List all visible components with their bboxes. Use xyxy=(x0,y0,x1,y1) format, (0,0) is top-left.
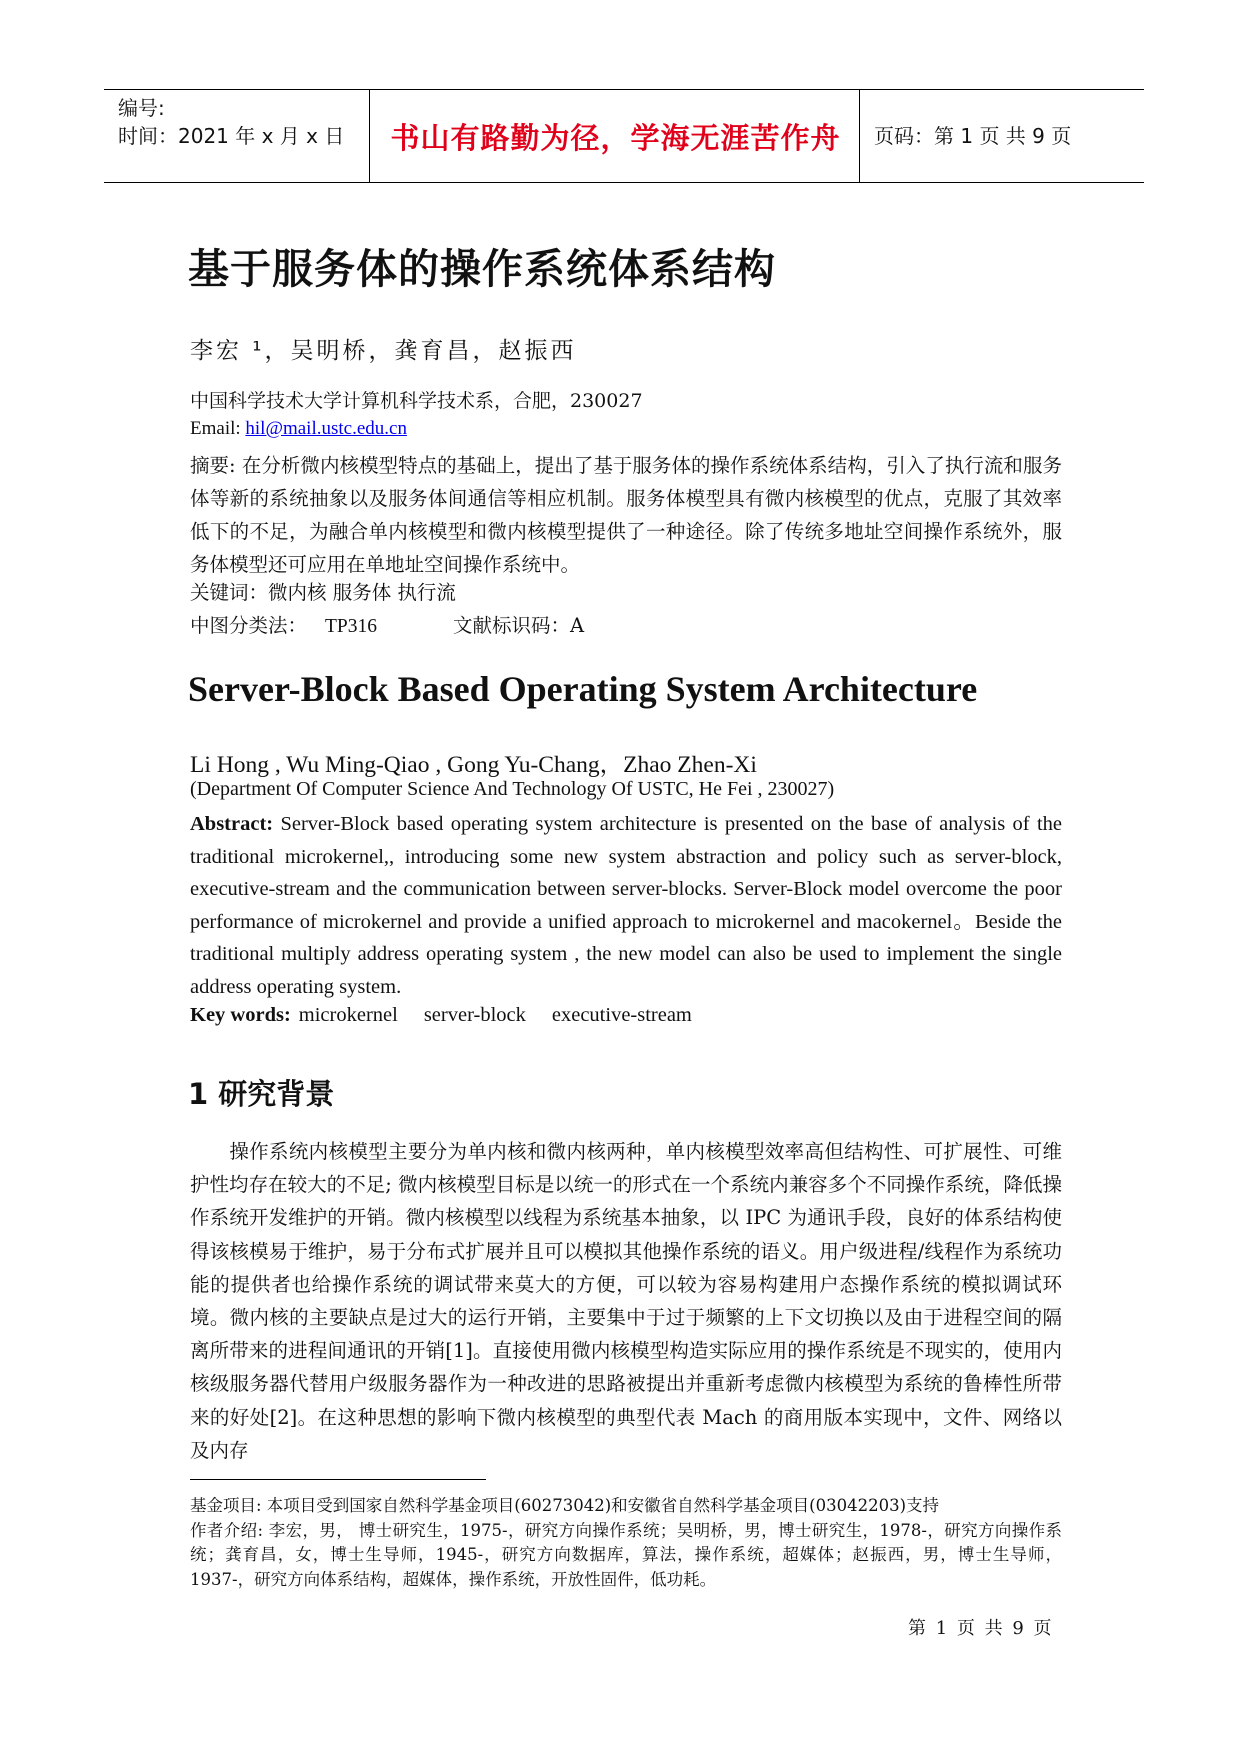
footnote-funding: 基金项目: 本项目受到国家自然科学基金项目(60273042)和安徽省自然科学基金项目(03042203)支持 xyxy=(190,1496,940,1515)
page-footer: 第 1 页 共 9 页 xyxy=(908,1618,1054,1639)
abstract-en xyxy=(190,808,1062,1004)
header-page-info: 页码：第 1 页 共 9 页 xyxy=(874,124,1072,148)
footnote-authors: 作者介绍: 李宏，男， 博士研究生，1975-，研究方向操作系统；吴明桥，男，博士研究生，1978-，研究方向操作系统；龚育昌，女，博士生导师，1945-，研究方向数据库，算法，操作系统，超媒体；赵振西，男，博士生导师，1937-，研究方向体系结构，超媒体，操作系统，开放性固件，低功耗。 xyxy=(190,1520,1062,1589)
section-body xyxy=(190,1135,1062,1467)
authors-zh: 李宏 ¹，吴明桥，龚育昌，赵振西 xyxy=(190,338,577,364)
keyword-item: server-block xyxy=(423,1004,526,1026)
email-line xyxy=(190,418,407,440)
classification-label: 中图分类法： xyxy=(190,614,308,637)
classification-line xyxy=(190,610,602,638)
section-heading: 1 研究背景 xyxy=(188,1077,335,1111)
number-label: 编号: xyxy=(118,96,165,120)
affiliation-en: (Department Of Computer Science And Technology Of USTC, He Fei , 230027) xyxy=(190,778,835,800)
abstract-zh: 摘要: 在分析微内核模型特点的基础上，提出了基于服务体的操作系统体系结构，引入了执行流和服务体等新的系统抽象以及服务体间通信等相应机制。服务体模型具有微内核模型的优点，克服了其效率低下的不足，为融合单内核模型和微内核模型提供了一种途径。除了传统多地址空间操作系统外，服务体模型还可应用在单地址空间操作系统中。 xyxy=(190,454,1062,576)
keyword-item: executive-stream xyxy=(551,1004,692,1026)
authors-en: Li Hong , Wu Ming-Qiao , Gong Yu-Chang，Zhao Zhen-Xi xyxy=(190,752,757,778)
keywords-en xyxy=(190,1004,710,1027)
header-motto: 书山有路勤为径，学海无涯苦作舟 xyxy=(390,121,841,155)
footnote-rule xyxy=(190,1479,486,1480)
paper-title-zh: 基于服务体的操作系统体系结构 xyxy=(188,245,776,293)
time-label: 时间：2021 年 x 月 x 日 xyxy=(118,124,345,148)
keyword-item: microkernel xyxy=(298,1004,398,1026)
abstract-en-text: Server-Block based operating system architecture is presented on the base of analysis of the traditional microkernel,, introducing some new system abstraction and policy such as server-block, executive-stream and the communication between server-blocks. Server-Block model overcome the poor performance of microkernel and provide a unified approach to microkernel and macokernel。Beside the traditional multiply address operating system , the new model can also be used to implement the single address operating system. xyxy=(190,813,1062,998)
section-body-text: 操作系统内核模型主要分为单内核和微内核两种，单内核模型效率高但结构性、可扩展性、可维护性均存在较大的不足; 微内核模型目标是以统一的形式在一个系统内兼容多个不同操作系统，降低操作系统开发维护的开销。微内核模型以线程为系统基本抽象，以 IPC 为通讯手段，良好的体系结构使得该核模易于维护，易于分布式扩展并且可以模拟其他操作系统的语义。用户级进程/线程作为系统功能的提供者也给操作系统的调试带来莫大的方便，可以较为容易构建用户态操作系统的模拟调试环境。微内核的主要缺点是过大的运行开销，主要集中于过于频繁的上下文切换以及由于进程空间的隔离所带来的进程间通讯的开销[1]。直接使用微内核模型构造实际应用的操作系统是不现实的，使用内核级服务器代替用户级服务器作为一种改进的思路被提出并重新考虑微内核模型为系统的鲁棒性所带来的好处[2]。在这种思想的影响下微内核模型的典型代表 Mach 的商用版本实现中，文件、网络以及内存 xyxy=(190,1140,1062,1462)
keywords-zh: 关键词：微内核 服务体 执行流 xyxy=(190,581,456,604)
header-meta xyxy=(118,94,344,150)
header-divider xyxy=(859,90,860,182)
paper-title-en: Server-Block Based Operating System Architecture xyxy=(188,669,978,709)
classification-code: TP316 xyxy=(325,616,378,637)
email-link[interactable]: hil@mail.ustc.edu.cn xyxy=(245,418,407,439)
abstract-en-label: Abstract: xyxy=(190,813,274,835)
document-header xyxy=(104,89,1144,183)
email-label: Email: xyxy=(190,418,246,439)
doc-id-label: 文献标识码：A xyxy=(453,614,585,637)
header-divider xyxy=(369,90,370,182)
keywords-en-label: Key words: xyxy=(190,1004,291,1026)
footnote xyxy=(190,1494,1062,1592)
affiliation-zh: 中国科学技术大学计算机科学技术系，合肥，230027 xyxy=(190,390,643,412)
